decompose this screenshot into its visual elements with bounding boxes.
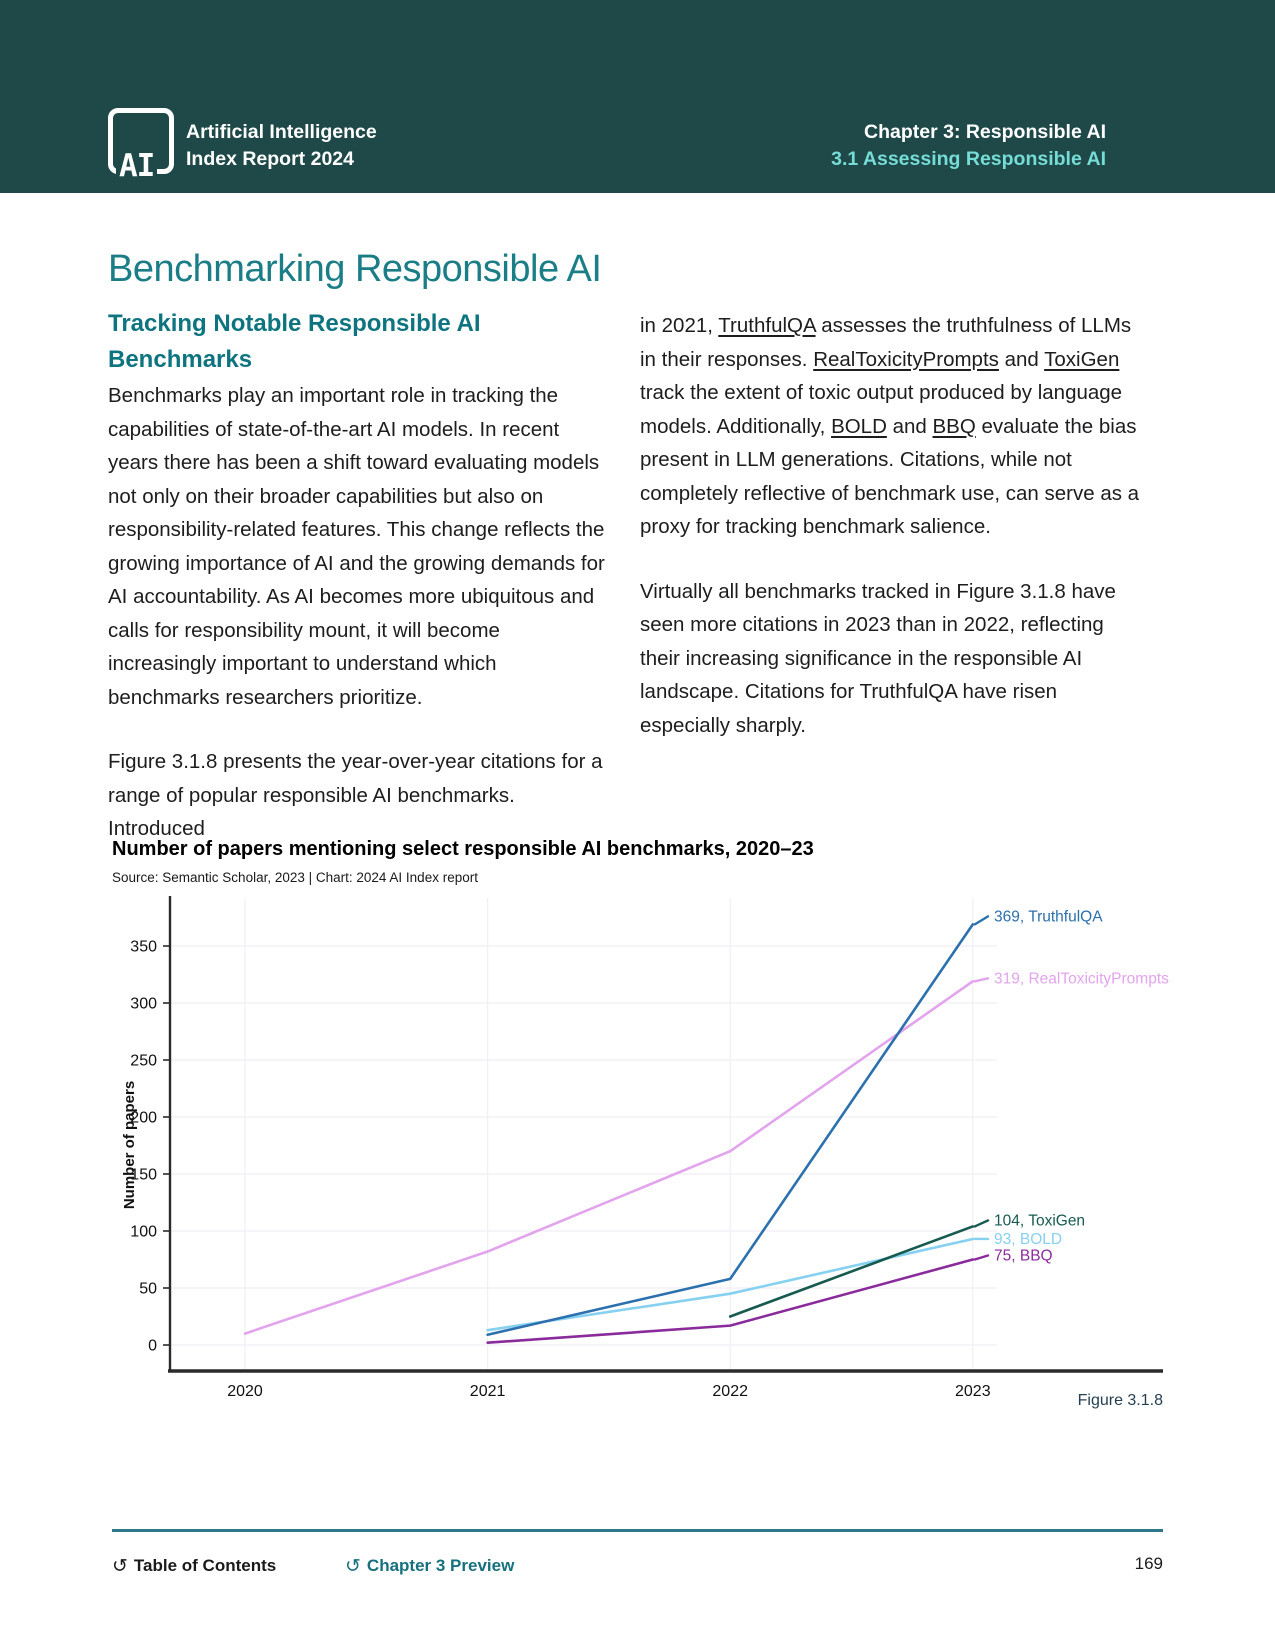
text-segment: and	[886, 414, 933, 438]
section-subtitle: Tracking Notable Responsible AI Benchmarks	[108, 310, 481, 373]
svg-text:300: 300	[130, 995, 157, 1013]
return-arrow-icon: ↺	[345, 1556, 361, 1577]
benchmark-link[interactable]: BOLD	[831, 414, 887, 438]
benchmark-citations-chart	[112, 890, 1232, 1405]
benchmark-link[interactable]: BBQ	[932, 414, 976, 438]
svg-text:2020: 2020	[227, 1383, 263, 1400]
benchmark-link[interactable]: RealToxicityPrompts	[813, 347, 999, 371]
benchmark-link[interactable]: ToxiGen	[1044, 347, 1120, 371]
svg-text:0: 0	[148, 1337, 157, 1355]
chapter-label: Chapter 3: Responsible AI	[864, 121, 1106, 143]
page-number: 169	[1134, 1554, 1163, 1573]
text-segment: evaluate the bias present in LLM generations. Citations, while not completely reflective of benchmark use, can serve as a proxy for tracking benchmark salience.	[640, 414, 1140, 538]
svg-text:75, BBQ: 75, BBQ	[994, 1247, 1053, 1265]
svg-text:350: 350	[130, 938, 157, 956]
table-of-contents-link[interactable]	[112, 1554, 276, 1577]
svg-text:100: 100	[130, 1223, 157, 1241]
logo-ai-text: AI	[116, 151, 157, 182]
right-column	[640, 309, 1142, 742]
right-paragraph-1	[640, 309, 1142, 544]
figure-caption: Figure 3.1.8	[1077, 1392, 1163, 1409]
svg-text:50: 50	[139, 1280, 157, 1298]
text-segment: in 2021,	[640, 314, 719, 337]
page-title: Benchmarking Responsible AI	[108, 248, 602, 290]
svg-text:200: 200	[130, 1109, 157, 1127]
svg-text:104, ToxiGen: 104, ToxiGen	[994, 1212, 1086, 1230]
svg-text:2023: 2023	[955, 1383, 991, 1400]
left-paragraph-2: Figure 3.1.8 presents the year-over-year citations for a range of popular responsible AI benchmarks. Introduced	[108, 750, 603, 840]
left-column	[108, 306, 610, 846]
svg-text:93, BOLD: 93, BOLD	[994, 1230, 1063, 1248]
brand-line2: Index Report 2024	[186, 148, 354, 170]
chart-title: Number of papers mentioning select responsible AI benchmarks, 2020–23	[112, 838, 814, 860]
table-of-contents-label: Table of Contents	[133, 1556, 277, 1575]
ai-index-logo-icon	[108, 108, 174, 184]
svg-text:Number of papers: Number of papers	[121, 1080, 138, 1210]
text-segment: assesses the truthfulness of LLMs in their responses.	[640, 314, 1132, 371]
text-segment: track the extent of toxic output produced by language models. Additionally,	[640, 381, 1123, 438]
text-segment: and	[998, 347, 1045, 371]
brand-line1: Artificial Intelligence	[186, 121, 377, 143]
header-chapter-block	[831, 119, 1106, 173]
section-label: 3.1 Assessing Responsible AI	[831, 148, 1106, 170]
brand-text	[186, 119, 377, 173]
right-paragraph-2: Virtually all benchmarks tracked in Figure 3.1.8 have seen more citations in 2023 than in 2022, reflecting their increasing significance in the responsible AI landscape. Citations for TruthfulQA have risen especially sharply.	[640, 579, 1116, 737]
svg-text:250: 250	[130, 1052, 157, 1070]
svg-text:2021: 2021	[469, 1383, 506, 1400]
svg-text:319, RealToxicityPrompts: 319, RealToxicityPrompts	[994, 970, 1169, 988]
page-header	[0, 0, 1275, 193]
chapter-preview-link[interactable]	[345, 1554, 514, 1577]
svg-text:2022: 2022	[712, 1383, 748, 1400]
return-arrow-icon: ↺	[112, 1556, 128, 1577]
benchmark-link[interactable]: TruthfulQA	[718, 314, 816, 337]
svg-text:150: 150	[130, 1166, 157, 1184]
svg-text:369, TruthfulQA: 369, TruthfulQA	[994, 908, 1103, 926]
footer-rule	[112, 1529, 1163, 1532]
left-paragraph-1: Benchmarks play an important role in tracking the capabilities of state-of-the-art AI models. In recent years there has been a shift toward evaluating models not only on their broader capabilities but also on responsibility-related features. This change reflects the growing importance of AI and the growing demands for AI accountability. As AI becomes more ubiquitous and calls for responsibility mount, it will become increasingly important to understand which benchmarks researchers prioritize.	[108, 384, 605, 709]
chart-source: Source: Semantic Scholar, 2023 | Chart: 2024 AI Index report	[112, 870, 478, 885]
chapter-preview-label: Chapter 3 Preview	[366, 1556, 515, 1575]
